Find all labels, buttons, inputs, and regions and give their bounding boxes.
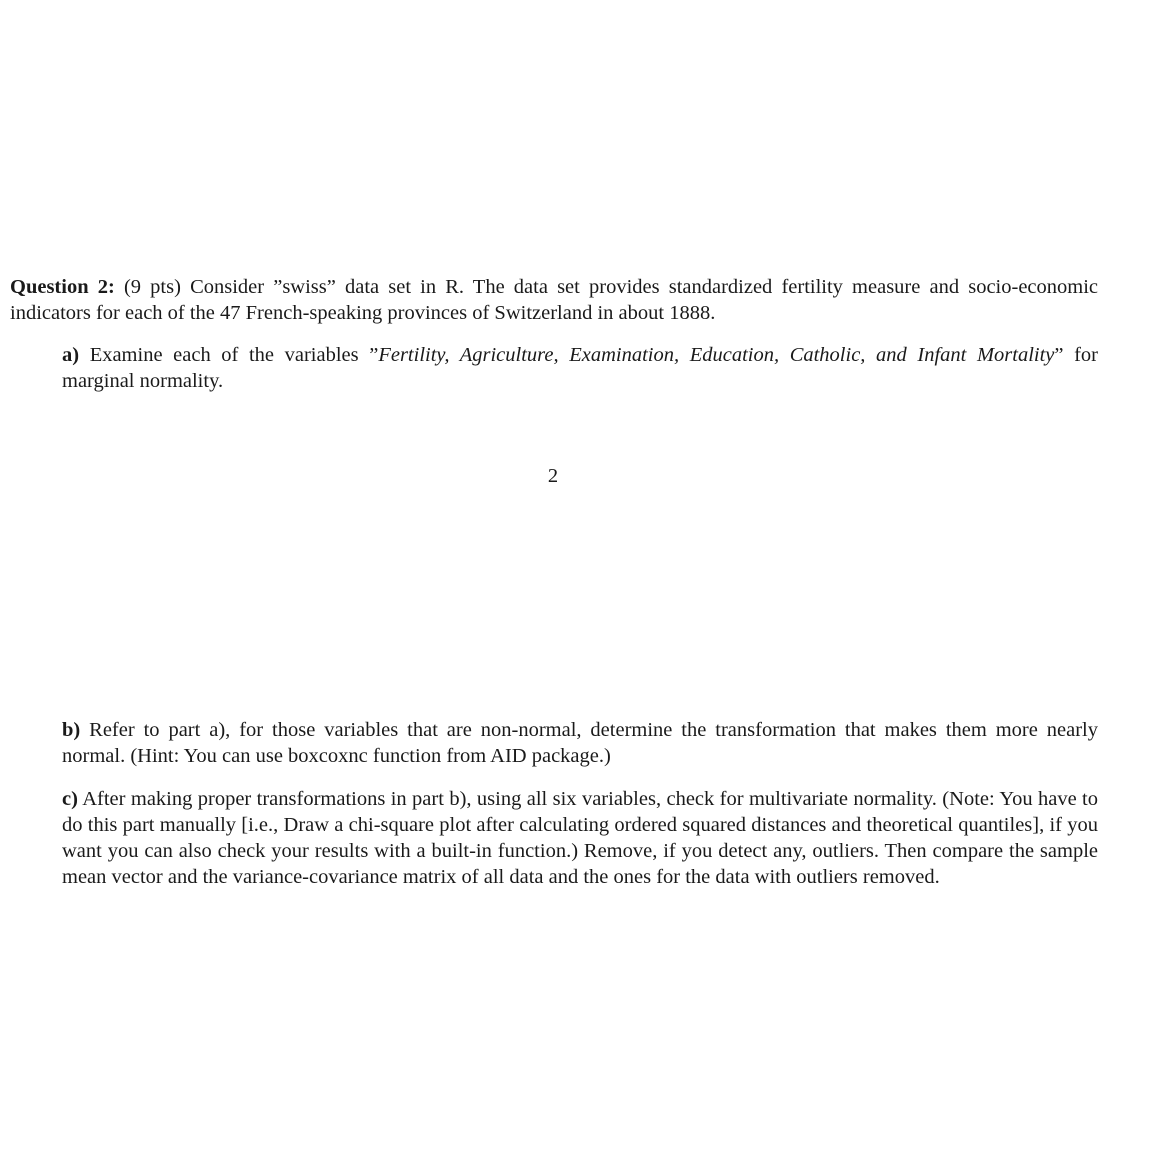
question-text: Consider ”swiss” data set in R. The data set provides standardized fertility measure and socio-economic indicators for each of the 47 French-speaking provinces of Switzerland in about 1888. [10,276,1099,324]
part-b-label: b) [62,719,81,741]
part-a-text-after: ” for marginal normality. [62,344,1098,392]
part-c [62,786,1098,890]
part-c-label: c) [62,788,78,810]
part-c-text: After making proper transformations in part b), using all six variables, check for multivariate normality. (Note: You have to do this part manually [i.e., Draw a chi-square plot after calculating ordered squared distances and theoretical quantiles], if you want you can also check your results with a built-in function.) Remove, if you detect any, outliers. Then compare the sample mean vector and the variance-covariance matrix of all data and the ones for the data with outliers removed. [62,788,1099,888]
part-a-variables: Fertility, Agriculture, Examination, Education, Catholic, and Infant Mortality [378,344,1055,366]
part-a-label: a) [62,344,80,366]
question-label: Question 2: [10,276,115,298]
question-intro [10,274,1098,326]
part-a-text-before: Examine each of the variables ” [89,344,379,366]
part-b-text: Refer to part a), for those variables that are non-normal, determine the transformation that makes them more nearly normal. (Hint: You can use boxcoxnc function from AID package.) [62,719,1098,767]
page-number: 2 [547,465,559,487]
question-points: (9 pts) [123,276,181,298]
part-b [62,717,1098,769]
part-a [62,342,1098,394]
